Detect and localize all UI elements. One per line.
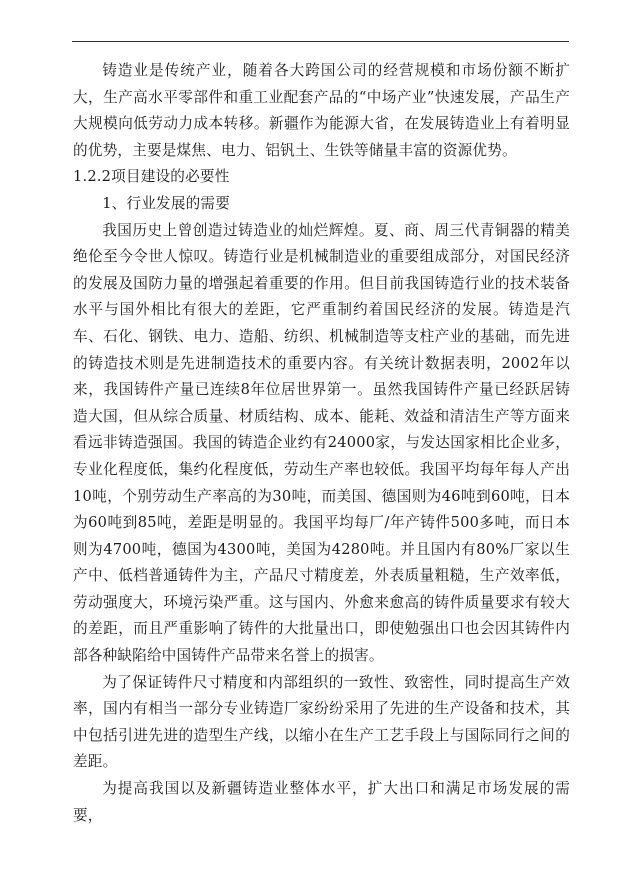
paragraph-history: 我国历史上曾创造过铸造业的灿烂辉煌。夏、商、周三代青铜器的精美绝伦至今令世人惊叹。铸造行业是机械制造业的重要组成部分，对国民经济的发展及国防力量的增强起着重要的作用。但目前我国铸造行业的技术装备水平与国外相比有很大的差距，它严重制约着国民经济的发展。铸造是汽车、石化、钢铁、电力、造船、纺织、机械制造等支柱产业的基础，而先进的铸造技术则是先进制造技术的重要内容。有关统计数据表明，2002年以来，我国铸件产量已连续8年位居世界第一。虽然我国铸件产量已经跃居铸造大国，但从综合质量、材质结构、成本、能耗、效益和清洁生产等方面来看远非铸造强国。我国的铸造企业约有24000家，与发达国家相比企业多，专业化程度低，集约化程度低，劳动生产率也较低。我国平均每年每人产出10吨，个别劳动生产率高的为30吨，而美国、德国则为46吨到60吨，日本为60吨到85吨，差距是明显的。我国平均每厂/年产铸件500多吨，而日本则为4700吨，德国为4300吨，美国为4280吨。并且国内有80%厂家以生产中、低档普通铸件为主，产品尺寸精度差，外表质量粗糙，生产效率低，劳动强度大，环境污染严重。这与国内、外愈来愈高的铸件质量要求有较大的差距，而且严重影响了铸件的大批量出口，即使勉强出口也会因其铸件内部各种缺陷给中国铸件产品带来名誉上的损害。 <box>73 221 570 665</box>
paragraph-intro: 铸造业是传统产业，随着各大跨国公司的经营规模和市场份额不断扩大，生产高水平零部件和重工业配套产品的“中场产业”快速发展，产品生产大规模向低劳动力成本转移。新疆作为能源大省，在发展铸造业上有着明显的优势，主要是煤焦、电力、铝钒土、生铁等储量丰富的资源优势。 <box>73 62 570 159</box>
subsection-heading: 1、行业发展的需要 <box>102 194 231 212</box>
section-heading: 1.2.2项目建设的必要性 <box>73 168 230 186</box>
paragraph-xinjiang: 为提高我国以及新疆铸造业整体水平，扩大出口和满足市场发展的需要， <box>73 780 570 824</box>
header-rule <box>72 41 569 42</box>
paragraph-precision: 为了保证铸件尺寸精度和内部组织的一致性、致密性，同时提高生产效率，国内有相当一部分专业铸造厂家纷纷采用了先进的生产设备和技术，其中包括引进先进的造型生产线，以缩小在生产工艺手段上与国际同行之间的差距。 <box>73 673 570 771</box>
document-body <box>73 58 570 829</box>
